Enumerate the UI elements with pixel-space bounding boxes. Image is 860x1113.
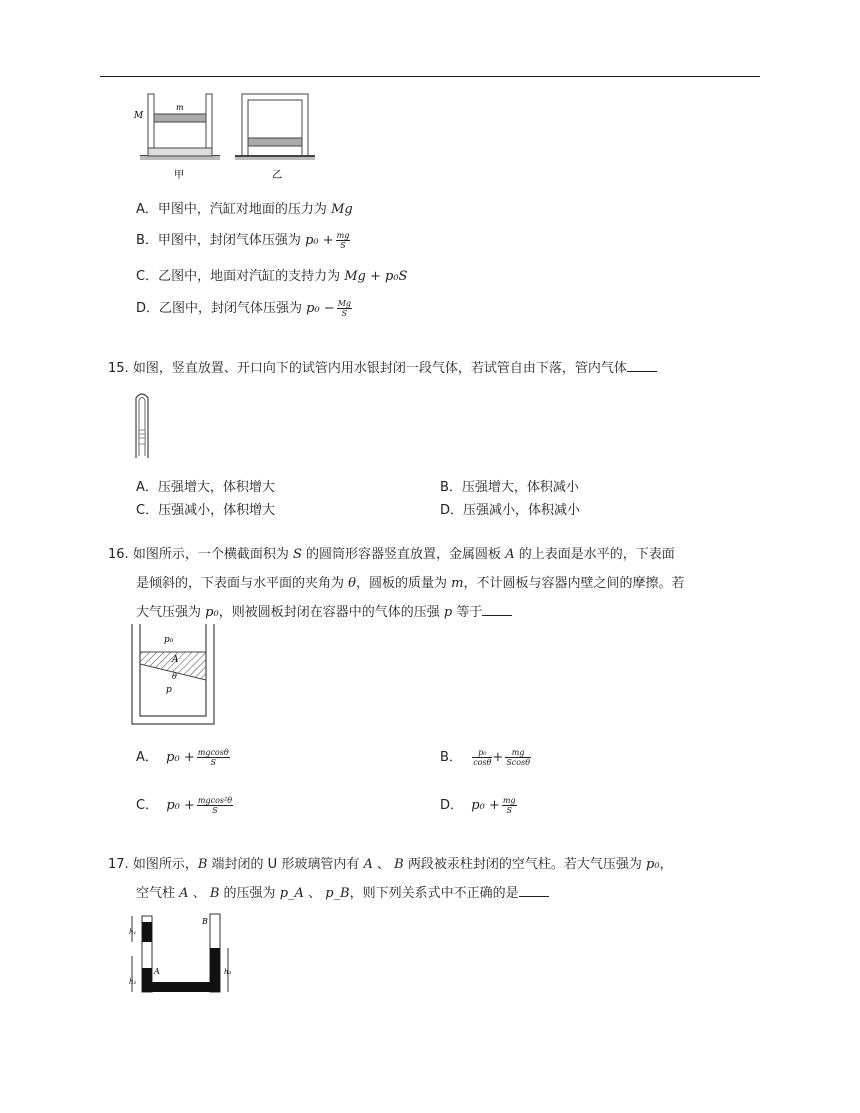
q17-label-h3: h₃ xyxy=(224,968,232,976)
q16-cylinder-figure xyxy=(128,624,218,729)
fraction: $\frac{mg}{S}$ xyxy=(336,231,350,250)
q14-option-b[interactable]: B．甲图中，封闭气体压强为 p₀ + $\frac{mg}{S}$ xyxy=(136,231,350,250)
q17-stem-line2: 空气柱 A 、 B 的压强为 p_A 、 p_B，则下列关系式中不正确的是 xyxy=(136,880,549,908)
q16-label-A: A xyxy=(172,655,179,665)
header-rule xyxy=(100,76,760,77)
q17-label-A: A xyxy=(154,967,160,976)
q15-test-tube-figure xyxy=(134,392,154,462)
q16-stem-line2: 是倾斜的，下表面与水平面的夹角为 θ，圆板的质量为 m，不计圆板与容器内壁之间的摩擦。若 xyxy=(136,576,685,591)
q14-option-a[interactable]: A．甲图中，汽缸对地面的压力为 Mg xyxy=(136,202,353,217)
q14-label-M: M xyxy=(134,111,144,121)
fraction: $\frac{Mg}{S}$ xyxy=(337,299,352,318)
q17-label-h2: h₂ xyxy=(129,978,137,986)
q14-label-m: m xyxy=(176,103,184,112)
q16-stem-line1: 16. 如图所示，一个横截面积为 S 的圆筒形容器竖直放置，金属圆板 A 的上表面是水平的，下表面 xyxy=(108,547,675,562)
q16-option-d[interactable]: D． p₀ + $\frac{mg}{S}$ xyxy=(440,796,516,815)
q15-option-d[interactable]: D．压强减小，体积减小 xyxy=(440,503,581,518)
q17-u-tube-figure xyxy=(124,912,244,1004)
q16-label-p0: p₀ xyxy=(164,635,174,645)
q14-label-yi: 乙 xyxy=(272,170,282,181)
q15-stem: 15. 如图，竖直放置、开口向下的试管内用水银封闭一段气体，若试管自由下落，管内气体 xyxy=(108,355,657,383)
q16-option-b[interactable]: B． $\frac{\text{p₀}}{\cos\theta}$ + $\frac{mg}{Scos\theta}$ xyxy=(440,748,531,767)
q14-option-c[interactable]: C．乙图中，地面对汽缸的支持力为 Mg + p₀S xyxy=(136,269,408,284)
q16-label-p: p xyxy=(166,685,172,695)
q17-label-B: B xyxy=(202,917,208,926)
q14-label-jia: 甲 xyxy=(174,170,184,181)
q16-option-a[interactable]: A． p₀ + $\frac{mgcos\theta}{S}$ xyxy=(136,748,229,767)
q17-stem-line1: 17. 如图所示，B 端封闭的 U 形玻璃管内有 A 、 B 两段被汞柱封闭的空气柱。若大气压强为 p₀， xyxy=(108,857,673,872)
q15-option-c[interactable]: C．压强减小，体积增大 xyxy=(136,503,276,518)
q15-option-a[interactable]: A．压强增大，体积增大 xyxy=(136,480,275,495)
q16-stem-line3: 大气压强为 p₀，则被圆板封闭在容器中的气体的压强 p 等于 xyxy=(136,599,512,627)
q17-label-h1: h₁ xyxy=(129,928,137,936)
q14-option-d[interactable]: D．乙图中，封闭气体压强为 p₀ − $\frac{Mg}{S}$ xyxy=(136,299,352,318)
q15-option-b[interactable]: B．压强增大，体积减小 xyxy=(440,480,579,495)
q16-option-c[interactable]: C． p₀ + $\frac{\text{mgcos²θ}}{S}$ xyxy=(136,796,233,815)
q14-figure xyxy=(130,88,320,183)
q16-label-theta: θ xyxy=(172,672,177,681)
